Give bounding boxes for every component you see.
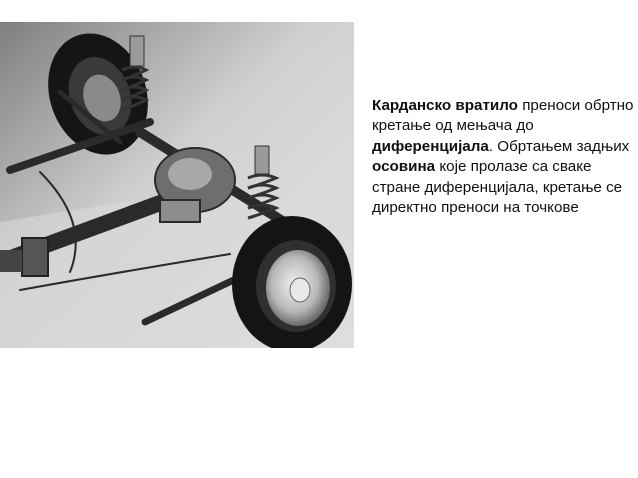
caption-text-2: . Обртањем задњих: [488, 137, 630, 155]
caption-text: [372, 96, 634, 218]
caption-term-propeller-shaft: Карданско вратило: [372, 97, 518, 114]
caption-text-3: које пролазе са сваке стране диференцијала, кретање се директно преноси на точкове: [372, 158, 623, 217]
rear-axle-photo: [0, 22, 354, 348]
wheel-right: [232, 216, 352, 348]
rear-axle-drawing: [0, 22, 354, 348]
caption-term-axles: осовина: [372, 158, 436, 176]
caption-text-1: преноси обртно кретање од мењача до: [372, 97, 634, 135]
caption-term-differential: диференцијала: [372, 137, 489, 155]
